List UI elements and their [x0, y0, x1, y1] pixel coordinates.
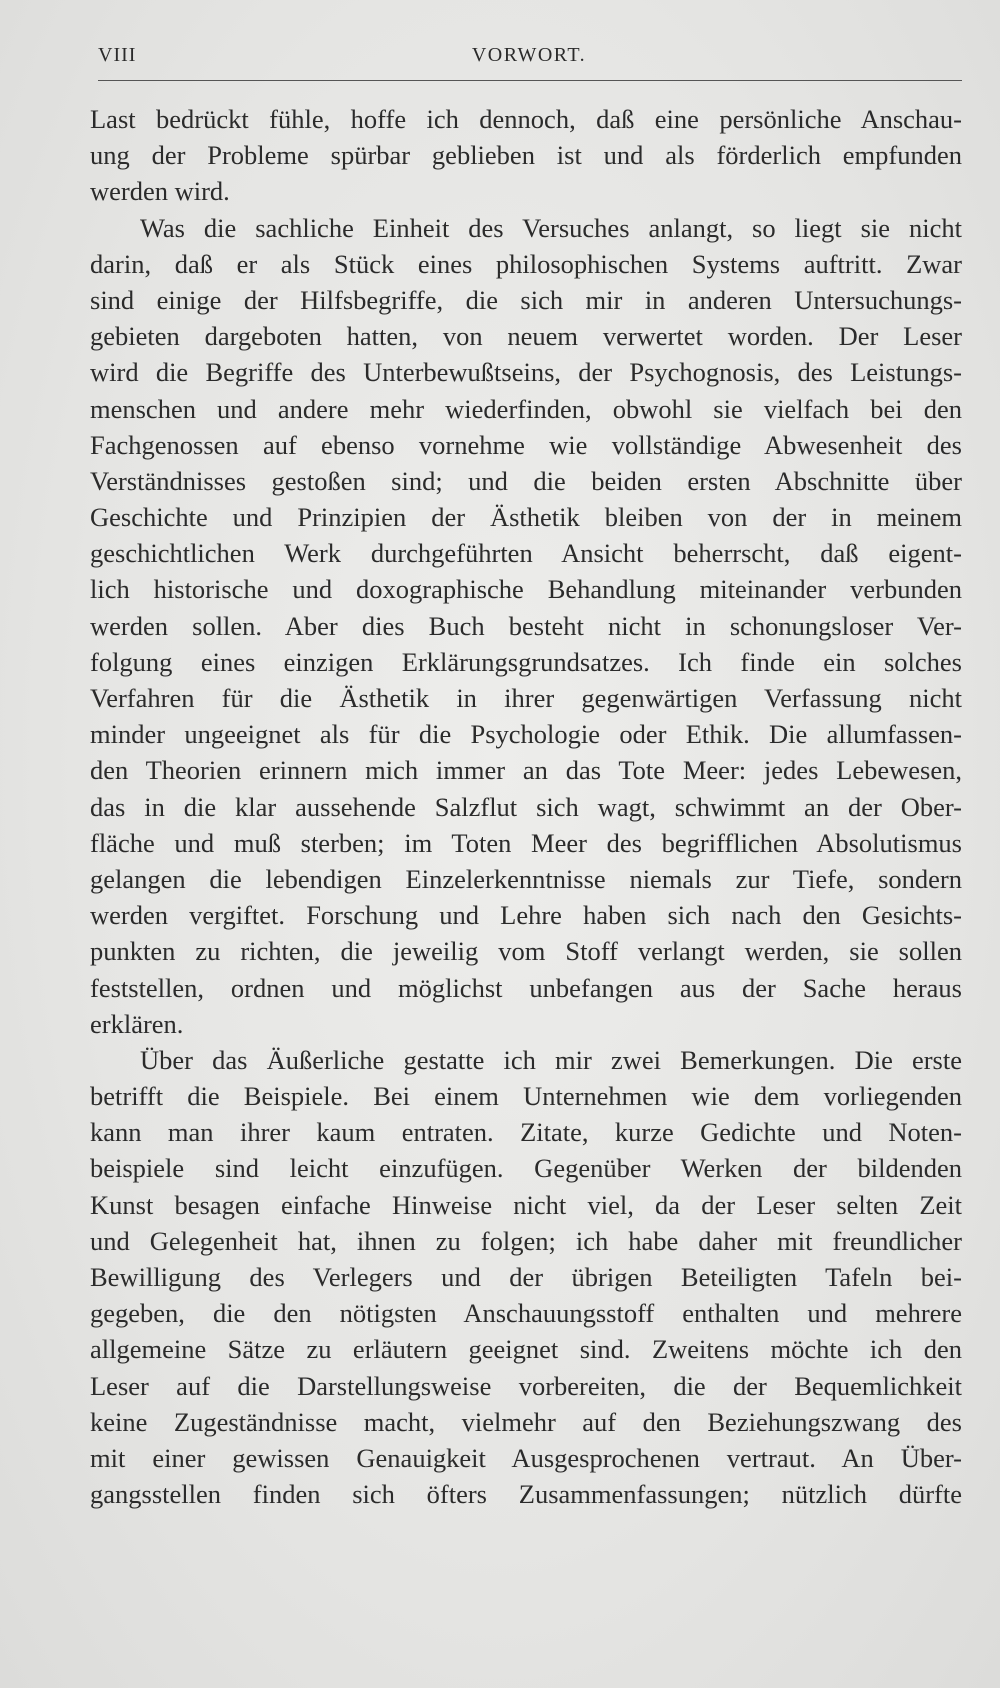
- text-line: keine Zugeständnisse macht, vielmehr auf den Beziehungszwang des: [90, 1406, 962, 1437]
- text-line: Über das Äußerliche gestatte ich mir zwei Bemerkungen. Die erste: [140, 1044, 962, 1075]
- text-line: feststellen, ordnen und möglichst unbefangen aus der Sache heraus: [90, 972, 962, 1003]
- text-line: allgemeine Sätze zu erläutern geeignet sind. Zweitens möchte ich den: [90, 1334, 962, 1365]
- text-line: Leser auf die Darstellungsweise vorbereiten, die der Bequemlichkeit: [90, 1370, 962, 1401]
- text-line: ung der Probleme spürbar geblieben ist und als förderlich empfunden: [90, 140, 962, 171]
- text-line: minder ungeeignet als für die Psychologie oder Ethik. Die allumfassen-: [90, 719, 962, 750]
- text-line: Kunst besagen einfache Hinweise nicht viel, da der Leser selten Zeit: [90, 1189, 962, 1220]
- text-line: erklären.: [90, 1008, 184, 1039]
- text-line: lich historische und doxographische Behandlung miteinander verbunden: [90, 574, 962, 605]
- text-line: Geschichte und Prinzipien der Ästhetik bleiben von der in meinem: [90, 502, 962, 533]
- text-line: gebieten dargeboten hatten, von neuem verwertet worden. Der Leser: [90, 321, 962, 352]
- text-line: Last bedrückt fühle, hoffe ich dennoch, daß eine persönliche Anschau-: [90, 104, 962, 134]
- running-title: VORWORT.: [471, 44, 587, 66]
- running-head: [98, 44, 960, 74]
- page-number: VIII: [98, 44, 137, 66]
- text-line: gegeben, die den nötigsten Anschauungsstoff enthalten und mehrere: [90, 1298, 962, 1329]
- text-line: werden sollen. Aber dies Buch besteht nicht in schonungsloser Ver-: [90, 610, 962, 641]
- text-line: kann man ihrer kaum entraten. Zitate, kurze Gedichte und Noten-: [90, 1117, 962, 1148]
- text-line: den Theorien erinnern mich immer an das Tote Meer: jedes Lebewesen,: [90, 755, 962, 786]
- text-line: Was die sachliche Einheit des Versuches anlangt, so liegt sie nicht: [140, 212, 962, 243]
- text-line: beispiele sind leicht einzufügen. Gegenüber Werken der bildenden: [90, 1153, 962, 1184]
- text-line: Bewilligung des Verlegers und der übrigen Beteiligten Tafeln bei-: [90, 1262, 962, 1292]
- text-line: mit einer gewissen Genauigkeit Ausgesprochenen vertraut. An Über-: [90, 1442, 962, 1473]
- text-line: punkten zu richten, die jeweilig vom Stoff verlangt werden, sie sollen: [90, 936, 962, 967]
- text-line: menschen und andere mehr wiederfinden, obwohl sie vielfach bei den: [90, 393, 962, 424]
- text-line: geschichtlichen Werk durchgeführten Ansicht beherrscht, daß eigent-: [90, 538, 962, 569]
- text-line: wird die Begriffe des Unterbewußtseins, der Psychognosis, des Leistungs-: [90, 357, 962, 388]
- text-line: Verfahren für die Ästhetik in ihrer gegenwärtigen Verfassung nicht: [90, 683, 962, 713]
- text-line: folgung eines einzigen Erklärungsgrundsatzes. Ich finde ein solches: [90, 646, 962, 677]
- text-line: das in die klar aussehende Salzflut sich wagt, schwimmt an der Ober-: [90, 791, 962, 822]
- text-line: gangsstellen finden sich öfters Zusammenfassungen; nützlich dürfte: [90, 1479, 962, 1510]
- text-line: Fachgenossen auf ebenso vornehme wie vollständige Abwesenheit des: [90, 429, 962, 460]
- text-line: sind einige der Hilfsbegriffe, die sich mir in anderen Untersuchungs-: [90, 284, 962, 315]
- text-line: und Gelegenheit hat, ihnen zu folgen; ich habe daher mit freundlicher: [90, 1225, 962, 1256]
- header-rule: [98, 80, 962, 81]
- text-line: Verständnisses gestoßen sind; und die beiden ersten Abschnitte über: [90, 465, 962, 496]
- text-line: darin, daß er als Stück eines philosophischen Systems auftritt. Zwar: [90, 248, 962, 279]
- text-line: werden wird.: [90, 176, 230, 207]
- text-line: werden vergiftet. Forschung und Lehre haben sich nach den Gesichts-: [90, 900, 962, 931]
- text-line: gelangen die lebendigen Einzelerkenntnisse niemals zur Tiefe, sondern: [90, 863, 962, 894]
- body-text: [90, 101, 962, 1512]
- text-line: betrifft die Beispiele. Bei einem Unternehmen wie dem vorliegenden: [90, 1081, 962, 1112]
- text-line: fläche und muß sterben; im Toten Meer des begrifflichen Absolutismus: [90, 827, 962, 858]
